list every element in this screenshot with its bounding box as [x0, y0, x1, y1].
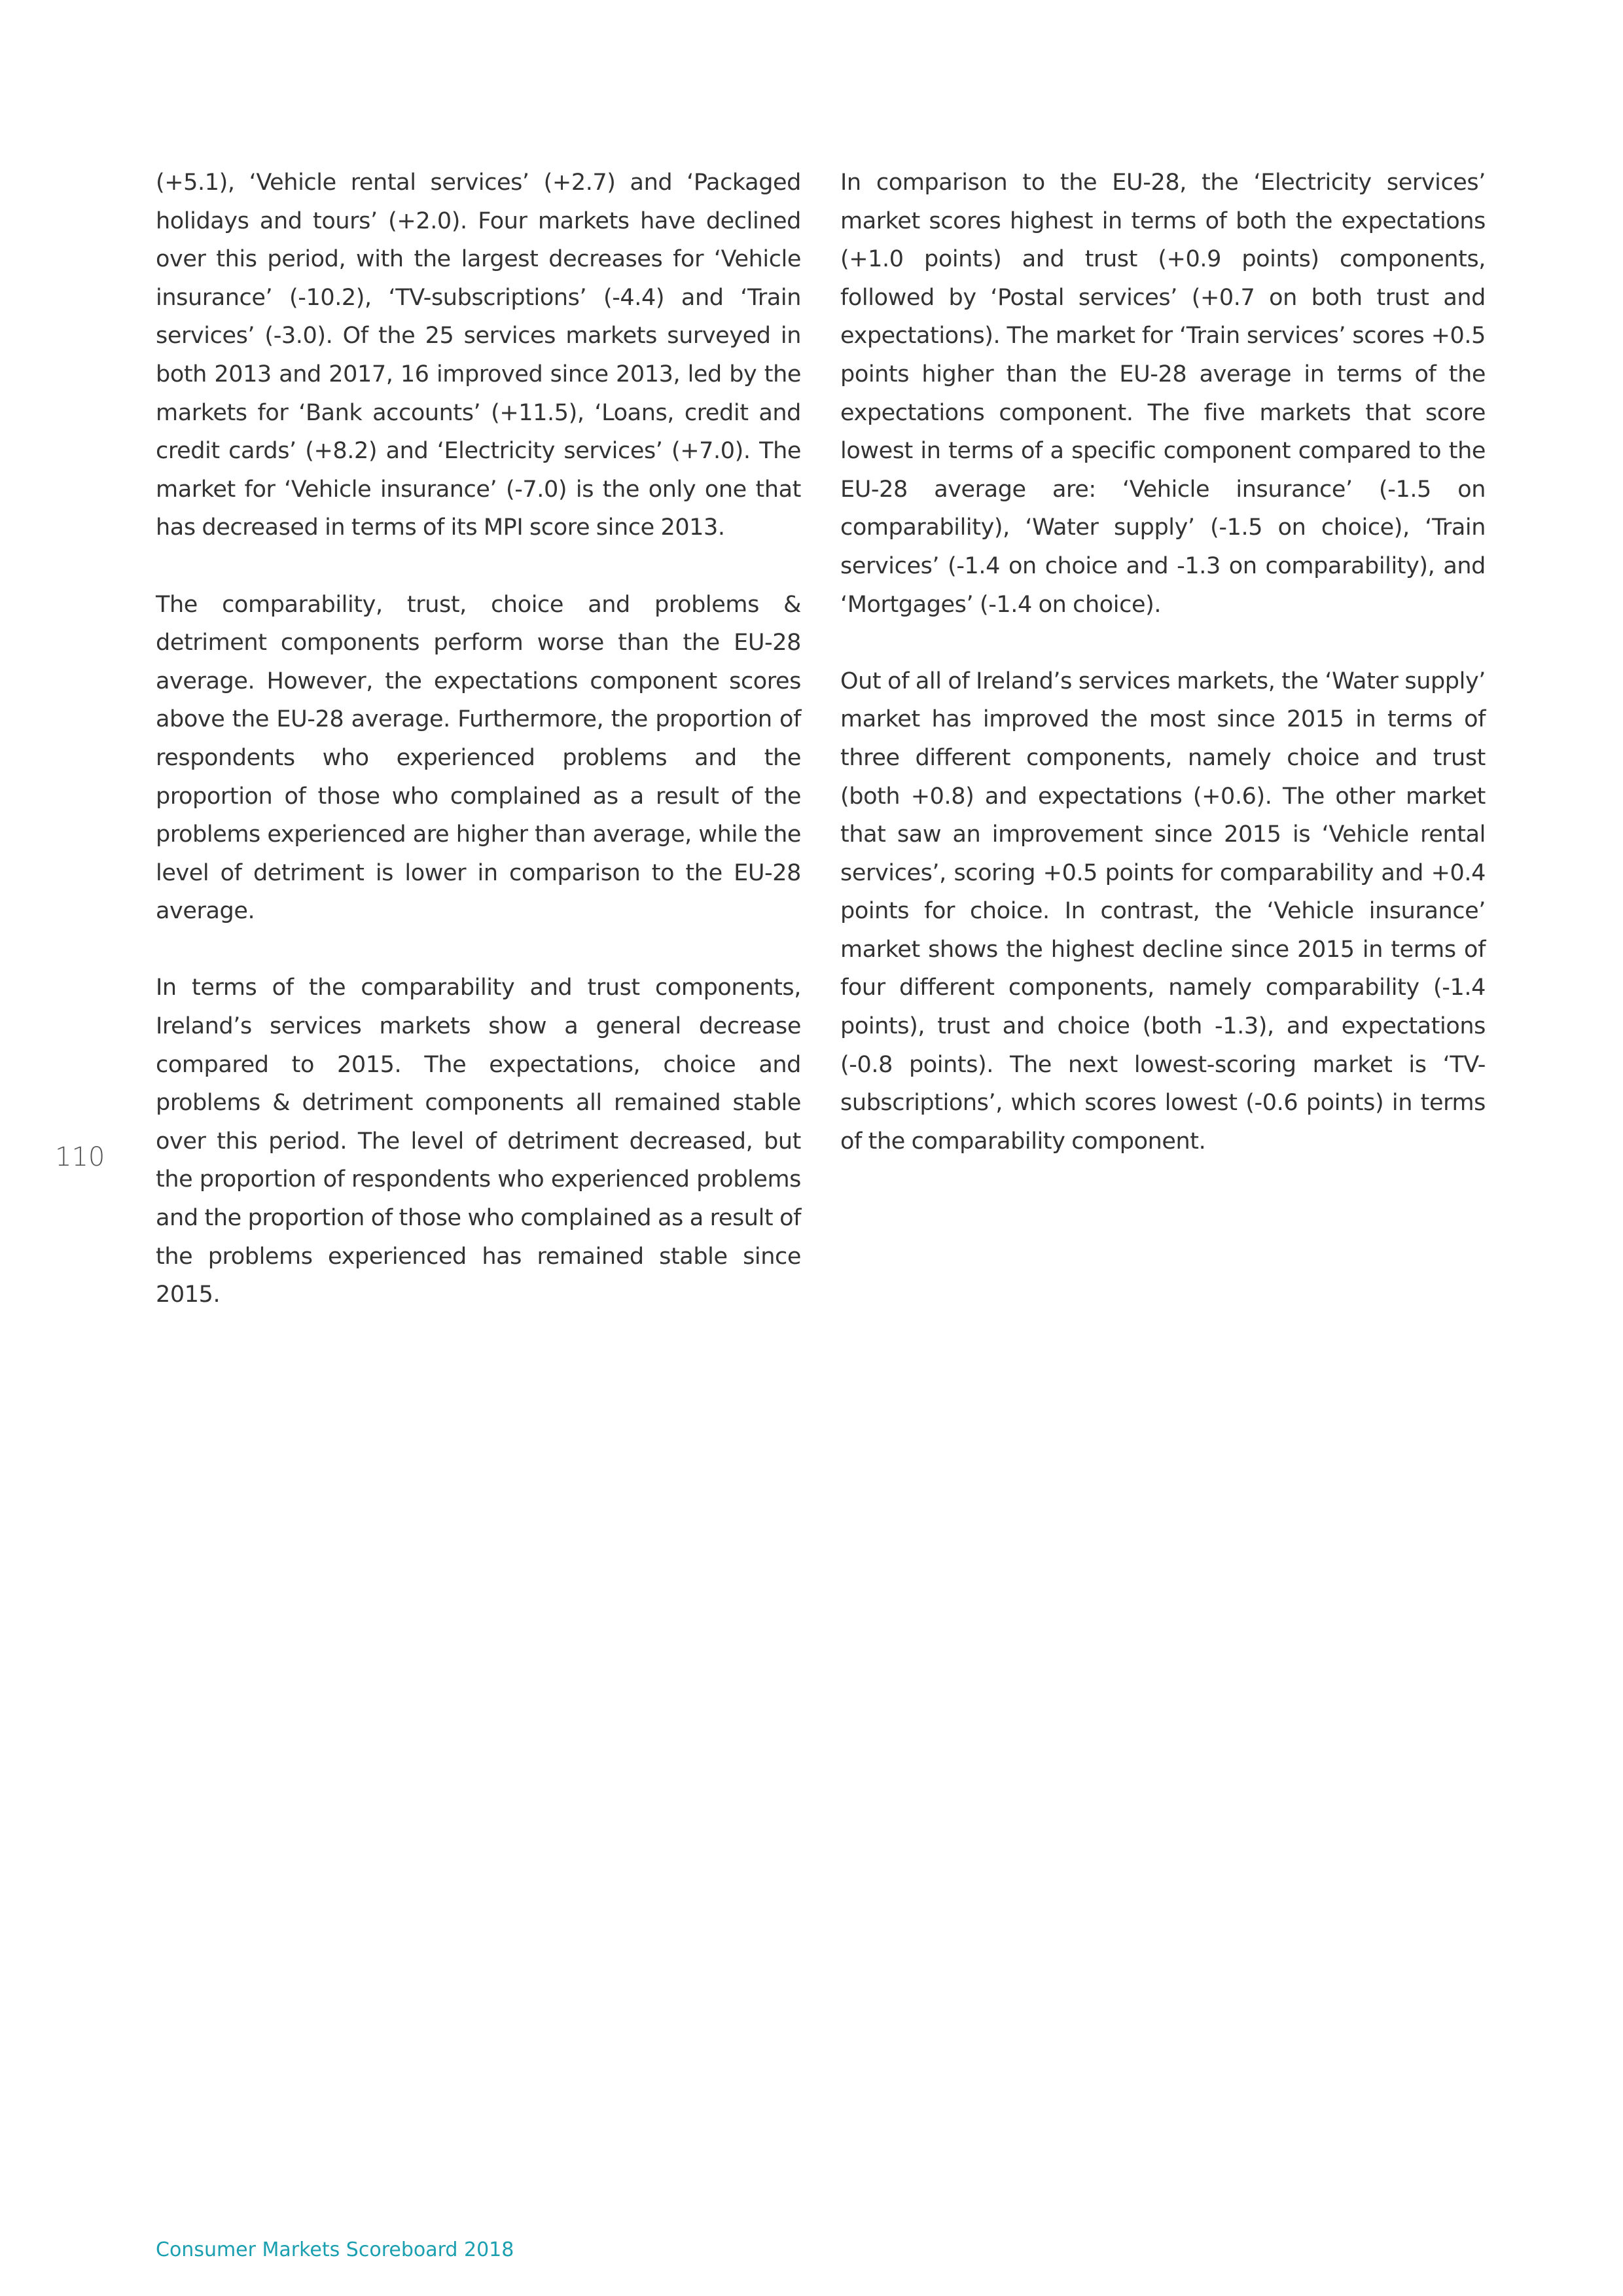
page-number: 110: [55, 1142, 105, 1172]
paragraph: In terms of the comparability and trust components, Ireland’s services markets show a general decrease compared to 2015. The expectations, choice and problems & detriment components all remained stable over this period. The level of detriment decreased, but the proportion of respondents who experienced problems and the proportion of those who complained as a result of the problems experienced has remained stable since 2015.: [156, 975, 801, 1308]
footer-title: Consumer Markets Scoreboard 2018: [156, 2238, 514, 2261]
paragraph: In comparison to the EU-28, the ‘Electricity services’ market scores highest in terms of both the expectations (+1.0 points) and trust (+0.9 points) components, followed by ‘Postal services’ (+0.7 on both trust and expectations). The market for ‘Train services’ scores +0.5 points higher than the EU-28 average in terms of the expectations component. The five markets that score lowest in terms of a specific component compared to the EU-28 average are: ‘Vehicle insurance’ (-1.5 on comparability), ‘Water supply’ (-1.5 on choice), ‘Train services’ (-1.4 on choice and -1.3 on comparability), and ‘Mortgages’ (-1.4 on choice).: [840, 170, 1486, 618]
right-text-column: [840, 164, 1486, 1199]
left-text-column: [156, 164, 801, 1352]
paragraph: Out of all of Ireland’s services markets, the ‘Water supply’ market has improved the most since 2015 in terms of three different components, namely choice and trust (both +0.8) and expectations (+0.6). The other market that saw an improvement since 2015 is ‘Vehicle rental services’, scoring +0.5 points for comparability and +0.4 points for choice. In contrast, the ‘Vehicle insurance’ market shows the highest decline since 2015 in terms of four different components, namely comparability (-1.4 points), trust and choice (both -1.3), and expectations (-0.8 points). The next lowest-scoring market is ‘TV-subscriptions’, which scores lowest (-0.6 points) in terms of the comparability component.: [840, 668, 1486, 1155]
paragraph: The comparability, trust, choice and problems & detriment components perform worse than the EU-28 average. However, the expectations component scores above the EU-28 average. Furthermore, the proportion of respondents who experienced problems and the proportion of those who complained as a result of the problems experienced are higher than average, while the level of detriment is lower in comparison to the EU-28 average.: [156, 591, 801, 925]
paragraph: (+5.1), ‘Vehicle rental services’ (+2.7) and ‘Packaged holidays and tours’ (+2.0). Four markets have declined over this period, with the largest decreases for ‘Vehicle insurance’ (-10.2), ‘TV-subscriptions’ (-4.4) and ‘Train services’ (-3.0). Of the 25 services markets surveyed in both 2013 and 2017, 16 improved since 2013, led by the markets for ‘Bank accounts’ (+11.5), ‘Loans, credit and credit cards’ (+8.2) and ‘Electricity services’ (+7.0). The market for ‘Vehicle insurance’ (-7.0) is the only one that has decreased in terms of its MPI score since 2013.: [156, 170, 801, 541]
